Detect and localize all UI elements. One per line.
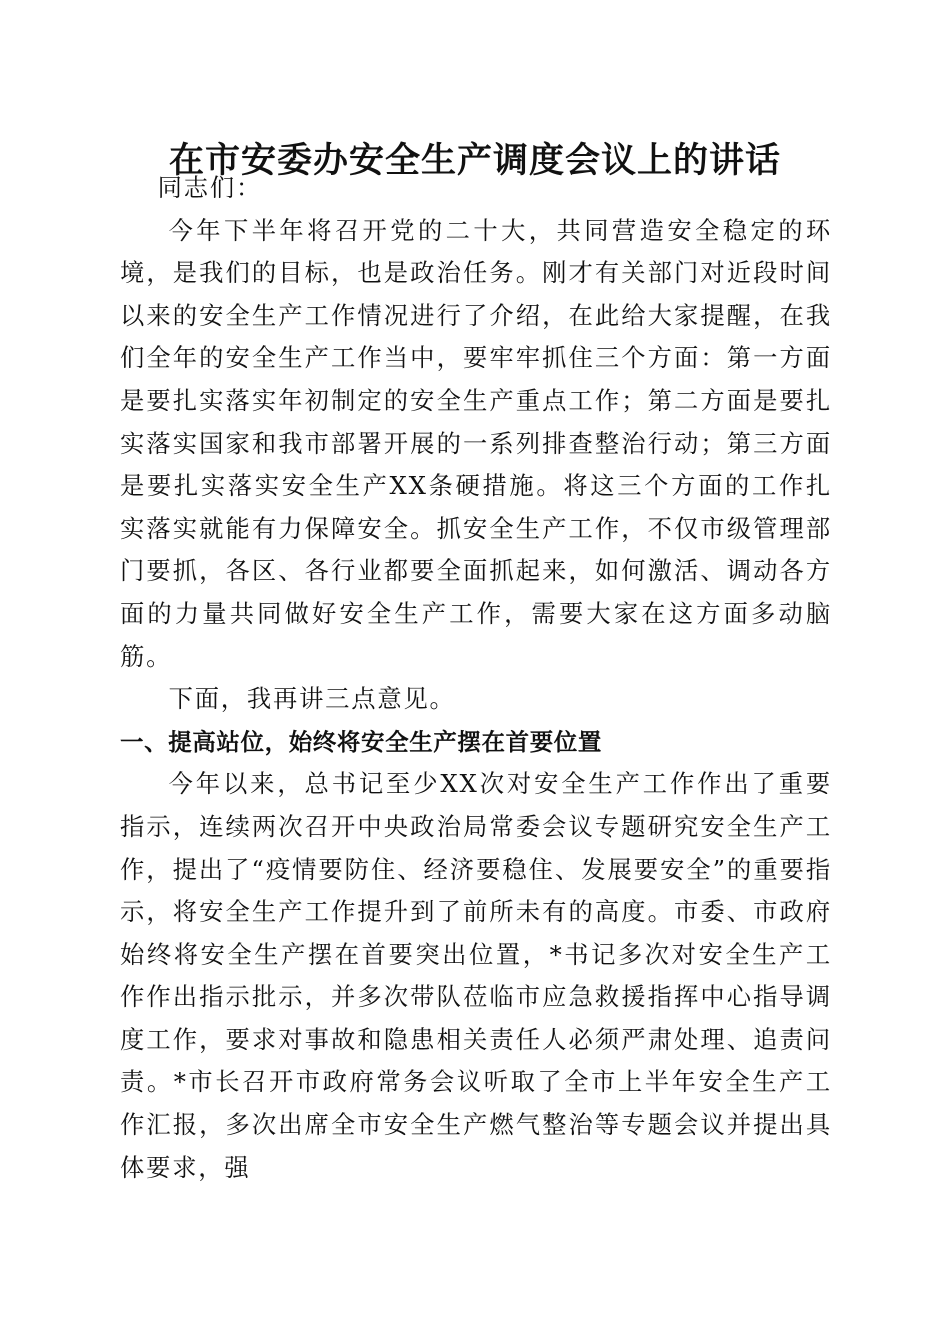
paragraph-transition: 下面，我再讲三点意见。 [168, 684, 456, 714]
section-heading-1: 一、提高站位，始终将安全生产摆在首要位置 [120, 727, 602, 756]
document-body [120, 167, 832, 1189]
section-1-paragraph: 今年以来，总书记至少XX次对安全生产工作作出了重要指示，连续两次召开中央政治局常委会议专题研究安全生产工作，提出了“疫情要防住、经济要稳住、发展要安全”的重要指示，将安全生产工作提升到了前所未有的高度。市委、市政府始终将安全生产摆在首要突出位置，*书记多次对安全生产工作作出指示批示，并多次带队莅临市应急救援指挥中心指导调度工作，要求对事故和隐患相关责任人必须严肃处理、追责问责。*市长召开市政府常务会议听取了全市上半年安全生产工作汇报，多次出席全市安全生产燃气整治等专题会议并提出具体要求，强 [120, 769, 832, 1182]
paragraph-intro: 今年下半年将召开党的二十大，共同营造安全稳定的环境，是我们的目标，也是政治任务。刚才有关部门对近段时间以来的安全生产工作情况进行了介绍，在此给大家提醒，在我们全年的安全生产工作当中，要牢牢抓住三个方面：第一方面是要扎实落实年初制定的安全生产重点工作；第二方面是要扎实落实国家和我市部署开展的一系列排查整治行动；第三方面是要扎实落实安全生产XX条硬措施。将这三个方面的工作扎实落实就能有力保障安全。抓安全生产工作，不仅市级管理部门要抓，各区、各行业都要全面抓起来，如何激活、调动各方面的力量共同做好安全生产工作，需要大家在这方面多动脑筋。 [120, 215, 832, 671]
greeting: 同志们： [157, 173, 263, 202]
document-title: 在市安委办安全生产调度会议上的讲话 [168, 140, 781, 181]
